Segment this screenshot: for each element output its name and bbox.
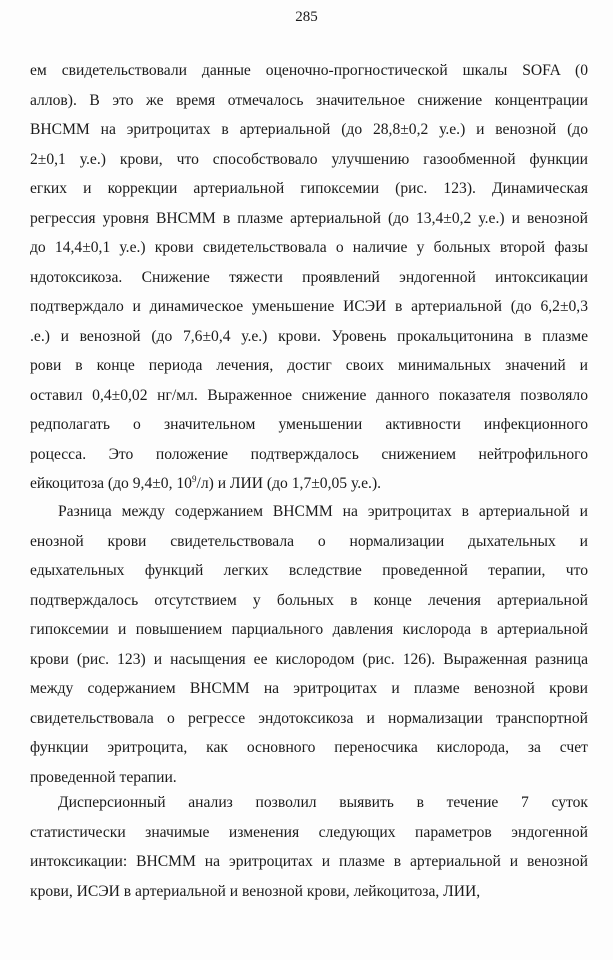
text-line: Разница между содержанием ВНСММ на эритроцитах в артериальной и	[58, 503, 588, 520]
text-line: функции эритроцита, как основного переносчика кислорода, за счет	[30, 739, 588, 756]
text-line: .е.) и венозной (до 7,6±0,4 у.е.) крови. Уровень прокальцитонина в плазме	[30, 327, 588, 345]
text-line: ем свидетельствовали данные оценочно-прогностической шкалы SOFA (0	[30, 62, 588, 79]
text-line: Дисперсионный анализ позволил выявить в течение 7 суток	[58, 794, 588, 811]
text-line: гипоксемии и повышением парциального давления кислорода в артериальной	[30, 621, 588, 638]
paragraph-3	[30, 788, 588, 906]
paragraph-1	[30, 56, 588, 499]
text-line: регрессия уровня ВНСММ в плазме артериальной (до 13,4±0,2 у.е.) и венозной	[30, 209, 588, 227]
text-line: между содержанием ВНСММ на эритроцитах и плазме венозной крови	[30, 680, 588, 697]
text-line: едыхательных функций легких вследствие проведенной терапии, что	[30, 562, 588, 579]
text-line: подтверждало и динамическое уменьшение ИСЭИ в артериальной (до 6,2±0,3	[30, 298, 588, 315]
text-line: подтверждалось отсутствием у больных в конце лечения артериальной	[30, 591, 588, 609]
text-line: до 14,4±0,1 у.е.) крови свидетельствовала о наличие у больных второй фазы	[30, 239, 588, 256]
paragraph-2	[30, 497, 588, 792]
text-fragment: /л) и ЛИИ (до 1,7±0,05 у.е.).	[196, 475, 382, 492]
text-line: интоксикации: ВНСММ на эритроцитах и плазме в артериальной и венозной	[30, 853, 588, 870]
text-line: егких и коррекции артериальной гипоксемии (рис. 123). Динамическая	[30, 180, 588, 197]
text-line: крови (рис. 123) и насыщения ее кислородом (рис. 126). Выраженная разница	[30, 650, 588, 668]
text-line: ндотоксикоза. Снижение тяжести проявлений эндогенной интоксикации	[30, 268, 588, 286]
text-line: рови в конце периода лечения, достиг своих минимальных значений и	[30, 357, 588, 374]
text-line: енозной крови свидетельствовала о нормализации дыхательных и	[30, 532, 588, 550]
text-line: свидетельствовала о регрессе эндотоксикоза и нормализации транспортной	[30, 709, 588, 727]
text-line: роцесса. Это положение подтверждалось снижением нейтрофильного	[30, 445, 588, 463]
text-line: оставил 0,4±0,02 нг/мл. Выраженное снижение данного показателя позволяло	[30, 386, 588, 404]
text-line: редполагать о значительном уменьшении активности инфекционного	[30, 416, 588, 433]
text-line: проведенной терапии.	[30, 768, 177, 786]
page-number: 285	[295, 9, 318, 25]
text-line	[30, 469, 588, 499]
text-line: 2±0,1 у.е.) крови, что способствовало улучшению газообменной функции	[30, 150, 588, 168]
text-line: ВНСММ на эритроцитах в артериальной (до 28,8±0,2 у.е.) и венозной (до	[30, 121, 588, 138]
text-line: статистически значимые изменения следующих параметров эндогенной	[30, 823, 588, 841]
text-line: аллов). В это же время отмечалось значительное снижение концентрации	[30, 91, 588, 109]
superscript: 9	[191, 473, 197, 484]
text-line: крови, ИСЭИ в артериальной и венозной крови, лейкоцитоза, ЛИИ,	[30, 882, 481, 900]
text-fragment: ейкоцитоза (до 9,4±0, 10	[30, 475, 192, 492]
